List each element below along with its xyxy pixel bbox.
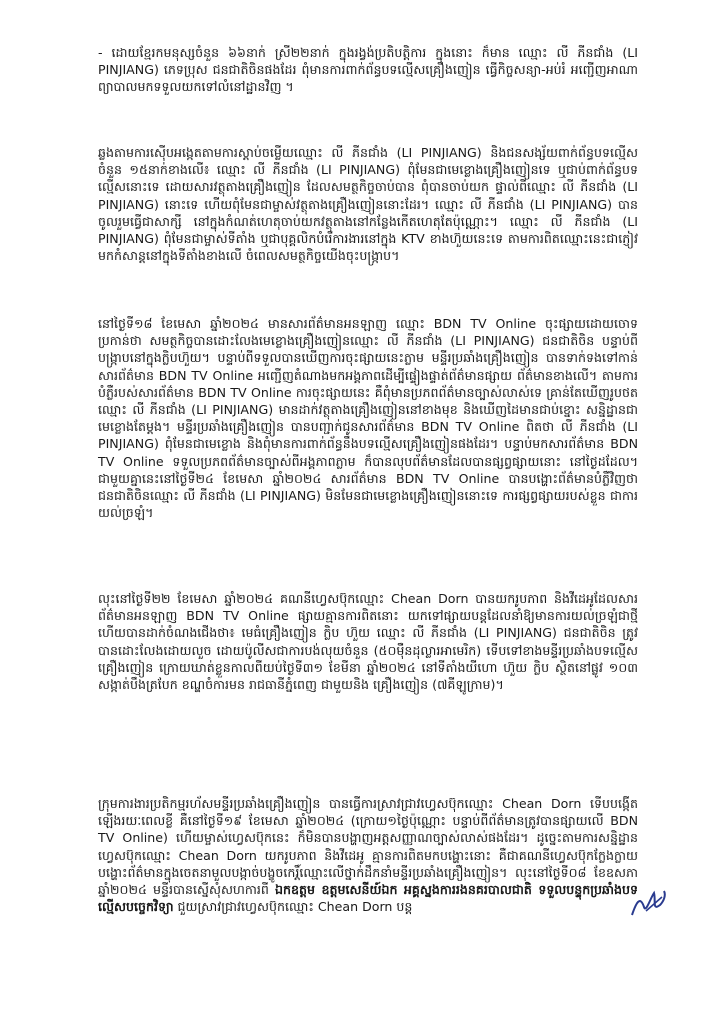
paragraph-2: ឆ្លងតាមការស៊ើបអង្កេតតាមការស្តាប់ចម្លើយឈ្មោះ លី ភីនជាំង (LI PINJIANG) និងជនសង្ស័យពាក់ព័ន្ធបទល្មើសចំនួន ១៥នាក់ខាងលើ៖ ឈ្មោះ លី ភីនជាំង (LI PINJIANG) ពុំមែនជាមេខ្លោងគ្រឿងញៀនទេ ឬជាប់ពាក់ព័ន្ធបទល្មើសនោះទេ ដោយសារវត្ថុតាងគ្រឿងញៀន ដែលសមត្ថកិច្ចចាប់បាន ពុំបានចាប់យក ផ្ទាល់ពីឈ្មោះ លី ភីនជាំង (LI PINJIANG) នោះទេ ហើយពុំមែនជាម្ចាស់វត្ថុតាងគ្រឿងញៀននោះដែរ។ ឈ្មោះ លី ភីនជាំង (LI PINJIANG) បានចូលរួមធ្វើជាសាក្សី នៅក្នុងកំណត់ហេតុចាប់យកវត្ថុតាងនៅកន្លែងកើតហេតុតែប៉ុណ្ណោះ។ ឈ្មោះ លី ភីនជាំង (LI PINJIANG) ពុំមែនជាម្ចាស់ទីតាំង ឬជាបុគ្គលិកបំរើការងារនៅក្នុង KTV ខាងហ៊ួយនេះទេ តាមការពិតឈ្មោះនេះជាភ្ញៀវ មកកំសាន្តនៅក្នុងទីតាំងខាងលើ ចំពេលសមត្ថកិច្ចយើងចុះបង្ក្រាប។ [98,145,638,264]
paragraph-5-bold-title: ឯកឧត្តម ឧត្តមសេនីយ៍ឯក អគ្គស្នងការរងនគរបាលជាតិ ទទួលបន្ទុកប្រឆាំងបទល្មើសបច្ចេកវិទ្យា [98,882,639,915]
paragraph-5 [98,795,638,915]
paragraph-4: លុះនៅថ្ងៃទី២២ ខែមេសា ឆ្នាំ២០២៤ គណនីហ្វេសប៊ុកឈ្មោះ Chean Dorn បានយករូបភាព និងវីដេអូដែលសារព័ត៌មានអនឡាញ BDN TV Online ផ្សាយគ្មានការពិតនោះ យកទៅផ្សាយបន្តដែលនាំឱ្យមានការយល់ច្រឡំជាថ្មី ហើយបានដាក់ចំណងជើងថា៖ មេធំគ្រឿងញៀន ក្លិប ហ៊ួយ ឈ្មោះ លី ភីនជាំង (LI PINJIANG) ជនជាតិចិន ត្រូវបានដោះលែងដោយលួច ដោយប៉ូលីសជាការបង់លុយចំនួន (៥០ម៉ឺនដុល្លារអាមេរិក) ទើបទៅខាងមន្ទីរប្រឆាំងបទល្មើសគ្រឿងញៀន ក្រោយឃាត់ខ្លួនកាលពីយប់ថ្ងៃទី៣១ ខែមីនា ឆ្នាំ២០២៤ នៅទីតាំងយីហោ ហ៊ួយ ក្លិប ស្ថិតនៅផ្លូវ ១០៣ សង្កាត់បឹងត្របែក ខណ្ឌចំការមន រាជធានីភ្នំពេញ ជាមួយនិង គ្រឿងញៀន (៧គីឡូក្រាម)។ [98,591,638,693]
signature-initials-icon [626,885,670,921]
paragraph-3: នៅថ្ងៃទី១៨ ខែមេសា ឆ្នាំ២០២៤ មានសារព័ត៌មានអនឡាញ ឈ្មោះ BDN TV Online ចុះផ្សាយដោយចោទប្រកាន់ថា សមត្ថកិច្ចបានដោះលែងមេខ្លោងគ្រឿងញៀនឈ្មោះ លី ភីនជាំង (LI PINJIANG) ជនជាតិចិន បន្ទាប់ពីបង្ក្រាបនៅក្នុងក្លិបហ៊ួយ។ បន្ទាប់ពីទទួលបានឃើញការចុះផ្សាយនេះភ្លាម មន្ទីរប្រឆាំងគ្រឿងញៀន បានទាក់ទងទៅកាន់សារព័ត៌មាន BDN TV Online អញ្ជើញតំណាងមកអង្គភាពដើម្បីផ្ទៀងផ្ទាត់ព័ត៌មានផ្សាយ ព័ត៌មានខាងលើ។ តាមការបំភ្លឺរបស់សារព័ត៌មាន BDN TV Online ការចុះផ្សាយនេះ គឺពុំមានប្រភពព័ត៌មានច្បាស់លាស់ទេ គ្រាន់តែឃើញរូបថតឈ្មោះ លី ភីនជាំង (LI PINJIANG) មានដាក់វត្ថុតាងគ្រឿងញៀននៅខាងមុខ និងឃើញដៃមានជាប់ខ្នោះ សន្និដ្ឋានជាមេខ្លោងតែម្តង។ មន្ទីរប្រឆាំងគ្រឿងញៀន បានបញ្ជាក់ជូនសារព័ត៌មាន BDN TV Online ពិតថា លី ភីនជាំង (LI PINJIANG) ពុំមែនជាមេខ្លោង និងពុំមានការពាក់ព័ន្ធនឹងបទល្មើសគ្រឿងញៀនផងដែរ។ បន្ទាប់មកសារព័ត៌មាន BDN TV Online ទទួលប្រភពព័ត៌មានច្បាស់ពីអង្គភាពភ្លាម ក៏បានលុបព័ត៌មានដែលបានផ្សព្វផ្សាយនោះ នៅថ្ងៃដដែល។ ជាមួយគ្នានេះនៅថ្ងៃទី២៤ ខែមេសា ឆ្នាំ២០២៤ សារព័ត៌មាន BDN TV Online បានបង្ហោះព័ត៌មានបំភ្លឺវិញថាជនជាតិចិនឈ្មោះ លី ភីនជាំង (LI PINJIANG) មិនមែនជាមេខ្លោងគ្រឿងញៀននោះទេ ការផ្សព្វផ្សាយរបស់ខ្លួន ជាការយល់ច្រឡំ។ [98,316,638,521]
paragraph-5-text: ក្រុមការងារប្រតិកម្មរហ័សមន្ទីរប្រឆាំងគ្រឿងញៀន បានធ្វើការស្រាវជ្រាវហ្វេសប៊ុកឈ្មោះ Chean Dorn ទើបបង្កើតឡើងរយៈពេលខ្លី គឺនៅថ្ងៃទី១៩ ខែមេសា ឆ្នាំ២០២៤ (ក្រោយ១ថ្ងៃប៉ុណ្ណោះ បន្ទាប់ពីព័ត៌មានត្រូវបានផ្សាយលើ BDN TV Online) ហើយម្ចាស់ហ្វេសប៊ុកនេះ ក៏មិនបានបង្ហាញអត្តសញ្ញាណច្បាស់លាស់ផងដែរ។ ដូច្នេះតាមការសន្និដ្ឋានហ្វេសប៊ុកឈ្មោះ Chean Dorn យករូបភាព និងវីដេអូ គ្មានការពិតមកបង្ហោះនោះ គឺជាគណនីហ្វេសប៊ុកក្លែងក្លាយ បង្ហោះព័ត៌មានក្នុងចេតនាមួលបង្កាច់បង្ខូចកេរ្តិ៍ឈ្មោះលើថ្នាក់ដឹកនាំមន្ទីរប្រឆាំងគ្រឿងញៀន។ លុះនៅថ្ងៃទី០៨ ខែឧសភា ឆ្នាំ២០២៤ មន្ទីរបានស្នើសុំសហការពី [98,796,638,898]
paragraph-1: - ដោយខ្មែរកមនុស្សចំនួន ៦៦នាក់ ស្រី២២នាក់ ក្នុងរង្វង់ប្រតិបត្តិការ ក្នុងនោះ ក៏មាន ឈ្មោះ លី ភីនជាំង (LI PINJIANG) ភេទប្រុស ជនជាតិចិនផងដែរ ពុំមានការពាក់ព័ន្ធបទល្មើសគ្រឿងញៀន ធ្វើកិច្ចសន្យា-អប់រំ អញ្ជើញអាណាព្យាបាលមកទទួលយកទៅលំនៅដ្ឋានវិញ ។ [98,45,638,95]
paragraph-5-tail: ជួយស្រាវជ្រាវហ្វេសប៊ុកឈ្មោះ Chean Dorn បន្ត [173,899,413,915]
